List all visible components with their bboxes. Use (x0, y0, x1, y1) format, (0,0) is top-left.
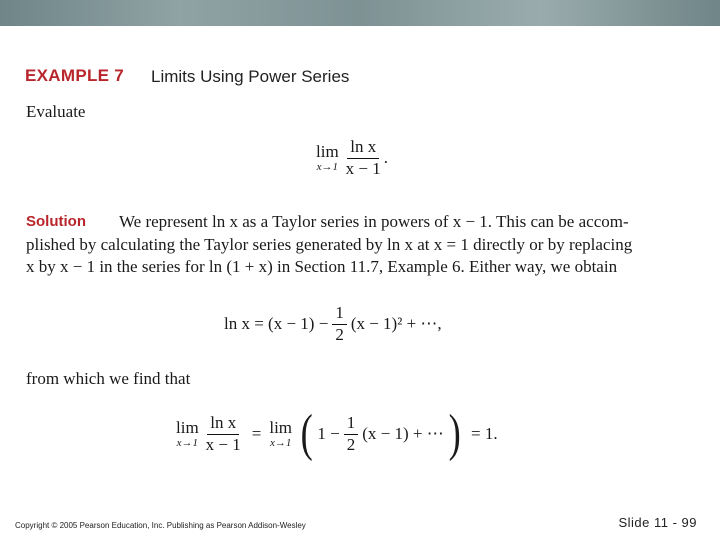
lim-subscript: x→1 (176, 436, 199, 449)
equals-sign: = (251, 424, 262, 443)
series-rhs: (x − 1)² + ⋯, (350, 314, 442, 334)
limit-operator (316, 143, 339, 173)
from-text: from which we find that (26, 369, 191, 388)
solution-line-3: x by x − 1 in the series for ln (1 + x) in Section 11.7, Example 6. Either way, we obtain (26, 257, 618, 276)
example-title: Limits Using Power Series (151, 67, 350, 86)
limit-operator (176, 419, 199, 449)
limit-operator-2 (269, 419, 292, 449)
solution-line-2: plished by calculating the Taylor series generated by ln x at x = 1 directly or by replacing (26, 235, 633, 254)
evaluate-text: Evaluate (26, 102, 86, 121)
equation-period: . (383, 148, 389, 168)
lim-word: lim (316, 142, 339, 162)
fraction-numerator: 1 (332, 304, 347, 325)
limit-result-equation (176, 405, 498, 462)
left-paren: ( (300, 405, 313, 462)
fraction-denominator: 2 (346, 434, 356, 454)
fraction (203, 414, 244, 454)
fraction-one-half (344, 414, 359, 454)
taylor-series-equation (224, 304, 442, 344)
solution-label: Solution (26, 213, 86, 230)
limit-expression (316, 138, 388, 178)
solution-line-1: We represent ln x as a Taylor series in powers of x − 1. This can be accom- (119, 212, 629, 231)
slide-number: Slide 11 - 99 (618, 515, 697, 530)
right-paren: ) (448, 405, 461, 462)
fraction-denominator: x − 1 (345, 158, 381, 178)
fraction-denominator: x − 1 (205, 434, 241, 454)
inner-term-2: (x − 1) + ⋯ (362, 424, 444, 443)
lim-word: lim (176, 418, 199, 438)
fraction-numerator: ln x (207, 414, 239, 435)
example-label: EXAMPLE 7 (25, 66, 125, 85)
lim-subscript: x→1 (270, 436, 292, 449)
fraction (343, 138, 384, 178)
slide-header-band (0, 0, 720, 26)
lim-subscript: x→1 (316, 161, 339, 174)
fraction-numerator: 1 (344, 414, 359, 435)
inner-term-1: 1 − (317, 424, 340, 443)
series-lhs: ln x = (x − 1) − (224, 314, 329, 334)
fraction-numerator: ln x (347, 138, 379, 159)
lim-word: lim (269, 418, 293, 438)
fraction-denominator: 2 (335, 324, 344, 344)
copyright-notice: Copyright © 2005 Pearson Education, Inc. Publishing as Pearson Addison-Wesley (15, 521, 306, 530)
fraction-one-half (332, 304, 347, 344)
result-value: = 1. (471, 424, 498, 443)
